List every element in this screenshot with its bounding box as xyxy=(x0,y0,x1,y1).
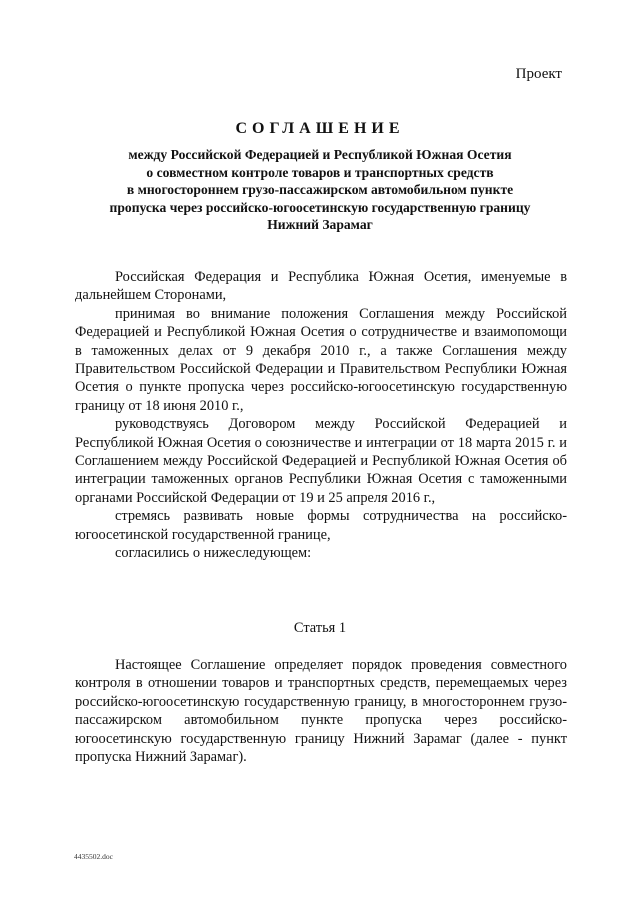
article-heading: Статья 1 xyxy=(293,620,347,636)
draft-stamp: Проект xyxy=(515,66,562,82)
subtitle-line: между Российской Федерацией и Республикой Южная Осетия xyxy=(128,147,512,162)
document-title: СОГЛАШЕНИЕ xyxy=(235,120,405,137)
subtitle-line: Нижний Зарамаг xyxy=(267,217,373,232)
article-paragraph: Настоящее Соглашение определяет порядок проведения совместного контроля в отношении товаров и транспортных средств, перемещаемых через российско-югоосетинскую государственную границу, в многостороннем грузо-пассажирском автомобильном пункте пропуска через российско-югоосетинскую государственную границу Нижний Зарамаг (далее - пункт пропуска Нижний Зарамаг). xyxy=(75,657,567,766)
article-body xyxy=(75,656,567,766)
document-subtitle xyxy=(60,146,580,234)
subtitle-line: пропуска через российско-югоосетинскую государственную границу xyxy=(109,199,531,215)
document-filename: 4435502.doc xyxy=(74,852,113,861)
subtitle-line: в многостороннем грузо-пассажирском автомобильном пункте xyxy=(126,182,514,197)
preamble-paragraph: Российская Федерация и Республика Южная Осетия, именуемые в дальнейшем Сторонами, xyxy=(75,269,567,304)
preamble-paragraph: принимая во внимание положения Соглашения между Российской Федерацией и Республикой Южная Осетия о сотрудничестве и взаимопомощи в таможенных делах от 9 декабря 2010 г., а также Соглашения между Правительством Российской Федерации и Правительством Республики Южная Осетия о пункте пропуска через российско-югоосетинскую государственную границу от 18 июня 2010 г., xyxy=(75,305,567,414)
preamble xyxy=(75,268,567,563)
preamble-paragraph: стремясь развивать новые формы сотрудничества на российско-югоосетинской государственной границе, xyxy=(75,508,567,543)
preamble-paragraph: согласились о нижеследующем: xyxy=(115,545,312,562)
preamble-paragraph: руководствуясь Договором между Российской Федерацией и Республикой Южная Осетия о союзничестве и интеграции от 18 марта 2015 г. и Соглашением между Российской Федерацией и Республикой Южная Осетия об интеграции таможенных органов Республики Южная Осетия с таможенными органами Российской Федерации от 19 и 25 апреля 2016 г., xyxy=(75,416,567,506)
subtitle-line: о совместном контроле товаров и транспортных средств xyxy=(146,164,494,180)
